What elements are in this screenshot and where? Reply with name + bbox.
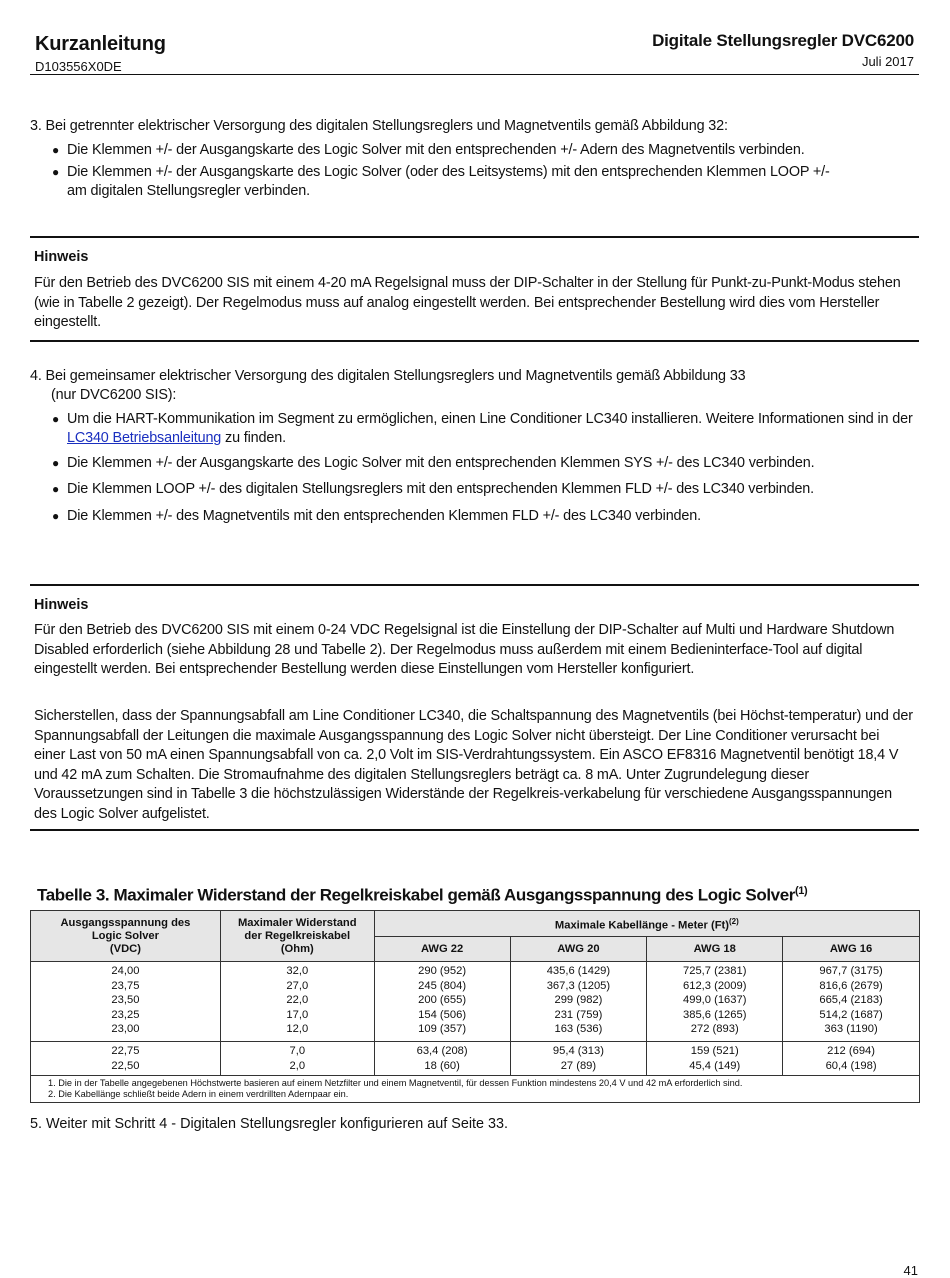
awg18-cell: 159 (521) 45,4 (149) [647,1042,783,1076]
bullet-icon: ● [52,482,60,496]
table-caption-footnote-ref: (1) [794,885,808,897]
column-header-awg16: AWG 16 [783,937,920,962]
note-box-2 [30,584,919,831]
step-4-bullet [52,480,920,499]
awg20-cell: 95,4 (313) 27 (89) [510,1042,647,1076]
bullet-text: Die Klemmen +/- der Ausgangskarte des Logic Solver mit den entsprechenden Klemmen SYS +/- des LC340 verbinden. [67,455,815,471]
document-date: Juli 2017 [861,54,914,69]
awg22-cell: 290 (952) 245 (804) 200 (655) 154 (506) 109 (357) [374,962,510,1042]
step-4-bullet [52,410,920,448]
note-text: Sicherstellen, dass der Spannungsabfall am Line Conditioner LC340, die Schaltspannung des Magnetventils (bei Höchst-temperatur) und der Spannungsabfall der Leitungen die maximale Ausgangsspannung des Logic Solver nicht übersteigt. Der Line Conditioner verursacht bei einer Last von 50 mA einen Spannungsabfall von ca. 2,0 Volt im SIS-Verdrahtungssystem. Ein ASCO EF8316 Magnetventil benötigt 18,4 V und 42 mA zum Schalten. Die Stromaufnahme des digitalen Stellungsreglers beträgt ca. 8 mA. Unter Zugrundelegung dieser Voraussetzungen sind in Tabelle 3 die höchstzulässigen Widerstände der Regelkreis-verkabelung für verschiedene Ausgangsspannungen des Logic Solver aufgelistet. [34,708,913,822]
step-5-text: 5. Weiter mit Schritt 4 - Digitalen Stellungsregler konfigurieren auf Seite 33. [30,1116,509,1132]
voltage-cell: 24,00 23,75 23,50 23,25 23,00 [31,962,221,1042]
step-4-text: 4. Bei gemeinsamer elektrischer Versorgung des digitalen Stellungsreglers und Magnetventils gemäß Abbildung 33 [30,368,746,384]
table-footnotes-row [31,1076,920,1103]
table-footnote: 1. Die in der Tabelle angegebenen Höchstwerte basieren auf einem Netzfilter und einem Magnetventil, für dessen Funktion mindestens 20,4 V und 42 mA erforderlich sind. [48,1078,743,1088]
resistance-cell: 32,0 27,0 22,0 17,0 12,0 [220,962,374,1042]
awg16-cell: 212 (694) 60,4 (198) [783,1042,920,1076]
document-code: D103556X0DE [35,59,122,74]
awg18-cell: 725,7 (2381) 612,3 (2009) 499,0 (1637) 385,6 (1265) 272 (893) [647,962,783,1042]
bullet-icon: ● [52,165,60,179]
bullet-text: Die Klemmen LOOP +/- des digitalen Stellungsreglers mit den entsprechenden Klemmen FLD +/- des LC340 verbinden. [67,481,814,497]
bullet-text-part: Um die HART-Kommunikation im Segment zu ermöglichen, einen Line Conditioner LC340 installieren. Weitere Informationen sind in der [67,411,913,427]
bullet-icon: ● [52,509,60,523]
lc340-manual-link[interactable]: LC340 Betriebsanleitung [67,430,222,446]
product-title: Digitale Stellungsregler DVC6200 [652,31,914,50]
column-header-awg20: AWG 20 [510,937,647,962]
note-title: Hinweis [34,597,89,613]
column-header-voltage: Ausgangsspannung des Logic Solver (VDC) [31,911,221,962]
column-header-resistance: Maximaler Widerstand der Regelkreiskabel (Ohm) [220,911,374,962]
bullet-icon: ● [52,143,60,157]
step-4-text-cont: (nur DVC6200 SIS): [51,387,177,403]
header-divider [30,74,919,75]
step-3-text: 3. Bei getrennter elektrischer Versorgung des digitalen Stellungsreglers und Magnetventils gemäß Abbildung 32: [30,118,728,134]
bullet-text [52,410,920,448]
column-header-cable-length: Maximale Kabellänge - Meter $(Ft)^{(2)}$ [374,911,919,937]
step-4-bullet [52,454,920,473]
awg16-cell: 967,7 (3175) 816,6 (2679) 665,4 (2183) 514,2 (1687) 363 (1190) [783,962,920,1042]
bullet-icon: ● [52,456,60,470]
bullet-text: Die Klemmen +/- der Ausgangskarte des Logic Solver (oder des Leitsystems) mit den entsprechenden Klemmen LOOP +/- am digitalen Stellungsregler verbinden. [67,164,830,199]
awg20-cell: 435,6 (1429) 367,3 (1205) 299 (982) 231 (759) 163 (536) [510,962,647,1042]
cable-resistance-table [30,910,920,1103]
awg22-cell: 63,4 (208) 18 (60) [374,1042,510,1076]
voltage-cell: 22,75 22,50 [31,1042,221,1076]
bullet-text: Die Klemmen +/- der Ausgangskarte des Logic Solver mit den entsprechenden +/- Adern des Magnetventils verbinden. [67,142,805,158]
note-box-1 [30,236,919,342]
table-caption [37,885,807,906]
note-text: Für den Betrieb des DVC6200 SIS mit einem 0-24 VDC Regelsignal ist die Einstellung der DIP-Schalter auf Multi und Hardware Shutdown Disabled erforderlich (siehe Abbildung 28 und Tabelle 2). Der Regelmodus muss außerdem mit einem Bedieninterface-Tool auf digital eingestellt werden. Bei entsprechender Bestellung werden diese Einstellungen vom Hersteller konfiguriert. [34,622,895,677]
bullet-icon: ● [52,412,60,426]
table-footnote: 2. Die Kabellänge schließt beide Adern in einem verdrillten Adernpaar ein. [48,1089,349,1099]
document-title: Kurzanleitung [35,33,166,55]
note-title: Hinweis [34,249,89,265]
table-footnotes [31,1076,920,1103]
column-header-awg22: AWG 22 [374,937,510,962]
bullet-text-part: zu finden. [221,430,286,446]
table-row [31,962,920,1042]
table-row [31,1042,920,1076]
step-4-bullet [52,507,920,526]
page-number: 41 [903,1263,918,1278]
table-caption-text: Tabelle 3. Maximaler Widerstand der Regelkreiskabel gemäß Ausgangsspannung des Logic Solver [37,885,795,905]
bullet-text: Die Klemmen +/- des Magnetventils mit den entsprechenden Klemmen FLD +/- des LC340 verbinden. [67,508,701,524]
resistance-cell: 7,0 2,0 [220,1042,374,1076]
column-header-awg18: AWG 18 [647,937,783,962]
step-3-bullet [52,163,832,201]
step-3-bullet [52,141,920,160]
note-text: Für den Betrieb des DVC6200 SIS mit einem 4-20 mA Regelsignal muss der DIP-Schalter in der Stellung für Punkt-zu-Punkt-Modus stehen (wie in Tabelle 2 gezeigt). Der Regelmodus muss auf analog eingestellt werden. Bei entsprechender Bestellung wird dies vom Hersteller eingestellt. [34,275,901,330]
